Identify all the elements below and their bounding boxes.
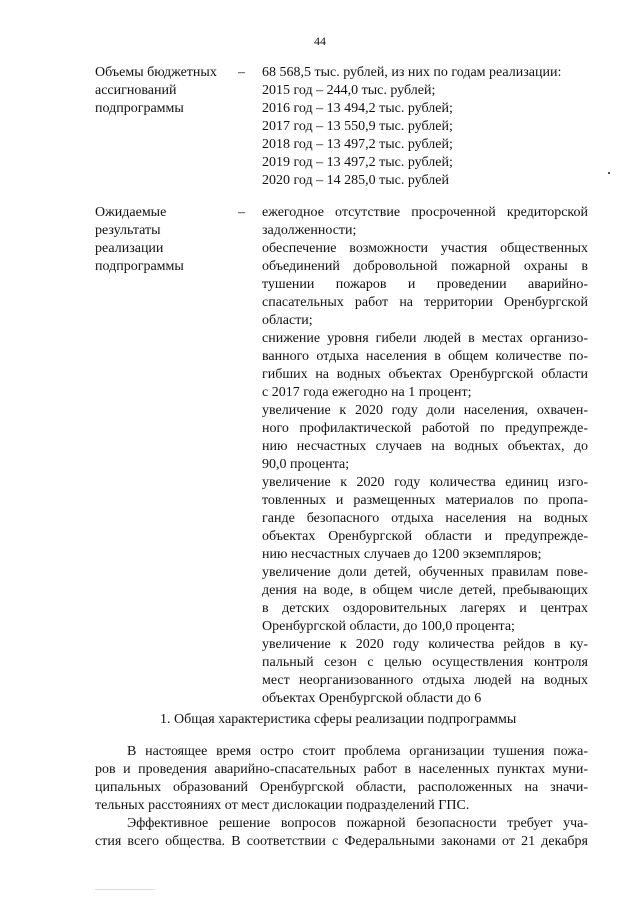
results-value-line: увеличение доли детей, обученных правилам пове- (262, 565, 588, 580)
budget-label (95, 64, 235, 118)
results-value-line: объединений добровольной пожарной охраны в (262, 259, 588, 274)
results-value-line: товленных и размещенных материалов по пропа- (262, 493, 588, 508)
budget-value-line: 2015 год – 244,0 тыс. рублей; (262, 83, 436, 98)
results-label-line: результаты (95, 223, 161, 238)
paragraph-1 (95, 743, 588, 815)
results-dash: – (238, 205, 245, 220)
budget-label-line: Объемы бюджетных (95, 65, 217, 80)
budget-dash: – (238, 65, 245, 80)
results-value-line: задолженности; (262, 223, 357, 238)
paragraph-line: ров и проведения аварийно-спасательных работ в населенных пунктах муни- (95, 762, 588, 777)
results-value-line: дения на воде, в общем числе детей, пребывающих (262, 583, 588, 598)
results-label-line: подпрограммы (95, 259, 184, 274)
budget-value-line: 2016 год – 13 494,2 тыс. рублей; (262, 101, 453, 116)
results-label (95, 204, 235, 276)
budget-value-line: 2017 год – 13 550,9 тыс. рублей; (262, 119, 453, 134)
results-value-line: 90,0 процента; (262, 457, 350, 472)
results-value-line: области; (262, 313, 313, 328)
page-number: 44 (314, 34, 326, 48)
results-value-line: объектах Оренбургской области до 6 (262, 691, 482, 706)
scan-mark (95, 889, 155, 890)
paragraph-line: стия всего общества. В соответствии с Федеральными законами от 21 декабря (95, 834, 588, 849)
paragraph-line: тельных расстояниях от мест дислокации подразделений ГПС. (95, 798, 470, 813)
paragraph-line: Эффективное решение вопросов пожарной безопасности требует уча- (127, 816, 588, 831)
results-value-line: нию несчастных случаев на водных объектах, до (262, 439, 588, 454)
results-value-line: пальный сезон с целью осуществления контроля (262, 655, 588, 670)
results-value-line: с 2017 года ежегодно на 1 процент; (262, 385, 472, 400)
results-value-line: увеличение к 2020 году количества единиц изго- (262, 475, 588, 490)
paragraph-line: ципальных образований Оренбургской области, расположенных на значи- (95, 780, 588, 795)
results-label-line: Ожидаемые (95, 205, 167, 220)
budget-value-line: 2018 год – 13 497,2 тыс. рублей; (262, 137, 453, 152)
results-value-line: мест неорганизованного отдыха людей на водных (262, 673, 588, 688)
results-value-line: ганде безопасного отдыха населения на водных (262, 511, 588, 526)
results-value-line: в детских оздоровительных лагерях и центрах (262, 601, 588, 616)
results-value-line: нию несчастных случаев до 1200 экземпляров; (262, 547, 542, 562)
results-value-line: спасательных работ на территории Оренбургской (262, 295, 588, 310)
section-heading: 1. Общая характеристика сферы реализации подпрограммы (160, 712, 517, 727)
results-value-line: снижение уровня гибели людей в местах организо- (262, 331, 588, 346)
budget-values (262, 64, 588, 190)
budget-label-line: подпрограммы (95, 101, 184, 116)
results-value-line: ного профилактической работой по предупрежде- (262, 421, 588, 436)
results-value-line: ежегодное отсутствие просроченной кредиторской (262, 205, 588, 220)
budget-value-line: 2019 год – 13 497,2 тыс. рублей; (262, 155, 453, 170)
results-value-line: объектах Оренбургской области и предупрежде- (262, 529, 588, 544)
results-value-line: гибших на водных объектах Оренбургской области (262, 367, 588, 382)
results-value-line: тушении пожаров и проведении аварийно- (262, 277, 588, 292)
scan-dot (608, 172, 610, 174)
results-value-line: ванного отдыха населения в общем количестве по- (262, 349, 588, 364)
results-label-line: реализации (95, 241, 164, 256)
budget-value-line: 68 568,5 тыс. рублей, из них по годам реализации: (262, 65, 562, 80)
results-values (262, 204, 588, 708)
budget-value-line: 2020 год – 14 285,0 тыс. рублей (262, 173, 449, 188)
results-value-line: увеличение к 2020 году доли населения, охвачен- (262, 403, 588, 418)
results-value-line: увеличение к 2020 году количества рейдов в ку- (262, 637, 588, 652)
paragraph-line: В настоящее время остро стоит проблема организации тушения пожа- (127, 744, 588, 759)
paragraph-2 (95, 815, 588, 851)
results-value-line: Оренбургской области, до 100,0 процента; (262, 619, 515, 634)
budget-label-line: ассигнований (95, 83, 177, 98)
results-value-line: обеспечение возможности участия общественных (262, 241, 588, 256)
